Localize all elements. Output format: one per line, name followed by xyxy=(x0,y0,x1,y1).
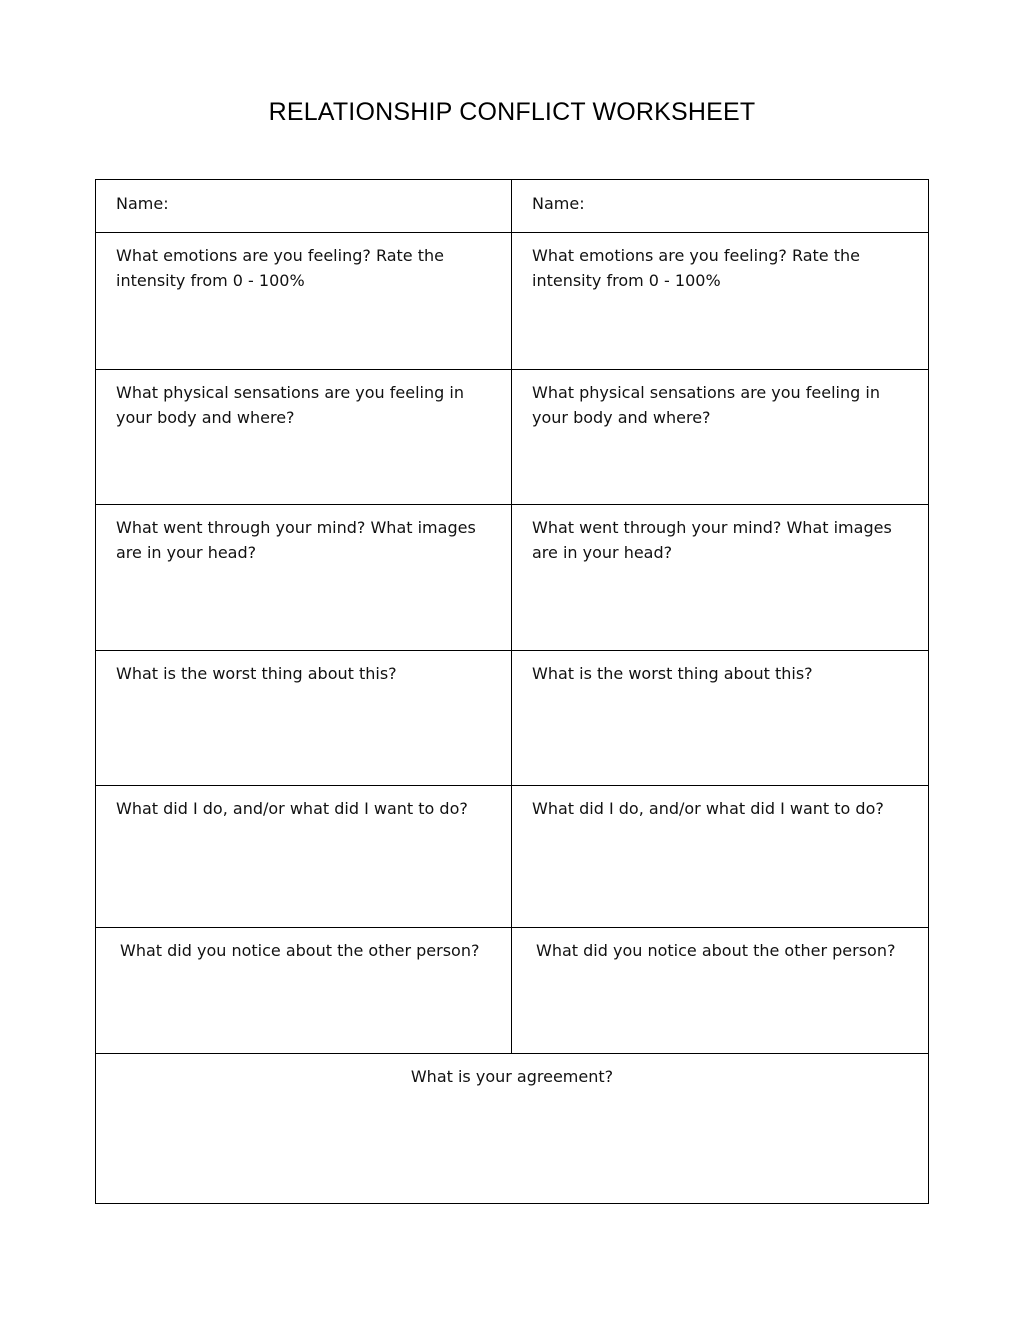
right-actions-field[interactable] xyxy=(512,786,929,928)
emotions-row xyxy=(96,233,929,370)
worst-thing-row xyxy=(96,651,929,786)
left-worst-thing-prompt: What is the worst thing about this? xyxy=(116,664,397,683)
left-emotions-field[interactable] xyxy=(96,233,512,370)
left-other-person-prompt: What did you notice about the other person? xyxy=(120,941,480,960)
right-thoughts-prompt: What went through your mind? What images are in your head? xyxy=(532,518,892,562)
left-thoughts-field[interactable] xyxy=(96,505,512,651)
sensations-row xyxy=(96,370,929,505)
right-worst-thing-field[interactable] xyxy=(512,651,929,786)
left-actions-field[interactable] xyxy=(96,786,512,928)
right-worst-thing-prompt: What is the worst thing about this? xyxy=(532,664,813,683)
page-title: RELATIONSHIP CONFLICT WORKSHEET xyxy=(268,98,756,126)
right-actions-prompt: What did I do, and/or what did I want to do? xyxy=(532,799,884,818)
right-thoughts-field[interactable] xyxy=(512,505,929,651)
thoughts-row xyxy=(96,505,929,651)
left-actions-prompt: What did I do, and/or what did I want to do? xyxy=(116,799,468,818)
name-row xyxy=(96,180,929,233)
worksheet-table xyxy=(95,179,929,1204)
right-sensations-prompt: What physical sensations are you feeling in your body and where? xyxy=(532,383,880,427)
right-emotions-prompt: What emotions are you feeling? Rate the intensity from 0 - 100% xyxy=(532,246,860,290)
left-sensations-prompt: What physical sensations are you feeling in your body and where? xyxy=(116,383,464,427)
agreement-prompt: What is your agreement? xyxy=(410,1067,614,1086)
left-emotions-prompt: What emotions are you feeling? Rate the intensity from 0 - 100% xyxy=(116,246,444,290)
right-other-person-prompt: What did you notice about the other person? xyxy=(536,941,896,960)
left-worst-thing-field[interactable] xyxy=(96,651,512,786)
agreement-row xyxy=(96,1054,929,1204)
right-emotions-field[interactable] xyxy=(512,233,929,370)
left-other-person-field[interactable] xyxy=(96,928,512,1054)
right-sensations-field[interactable] xyxy=(512,370,929,505)
left-sensations-field[interactable] xyxy=(96,370,512,505)
other-person-row xyxy=(96,928,929,1054)
actions-row xyxy=(96,786,929,928)
agreement-field[interactable] xyxy=(96,1054,929,1204)
left-thoughts-prompt: What went through your mind? What images are in your head? xyxy=(116,518,476,562)
right-name-field[interactable] xyxy=(512,180,929,233)
right-name-label: Name: xyxy=(532,194,585,213)
left-name-field[interactable] xyxy=(96,180,512,233)
left-name-label: Name: xyxy=(116,194,169,213)
right-other-person-field[interactable] xyxy=(512,928,929,1054)
